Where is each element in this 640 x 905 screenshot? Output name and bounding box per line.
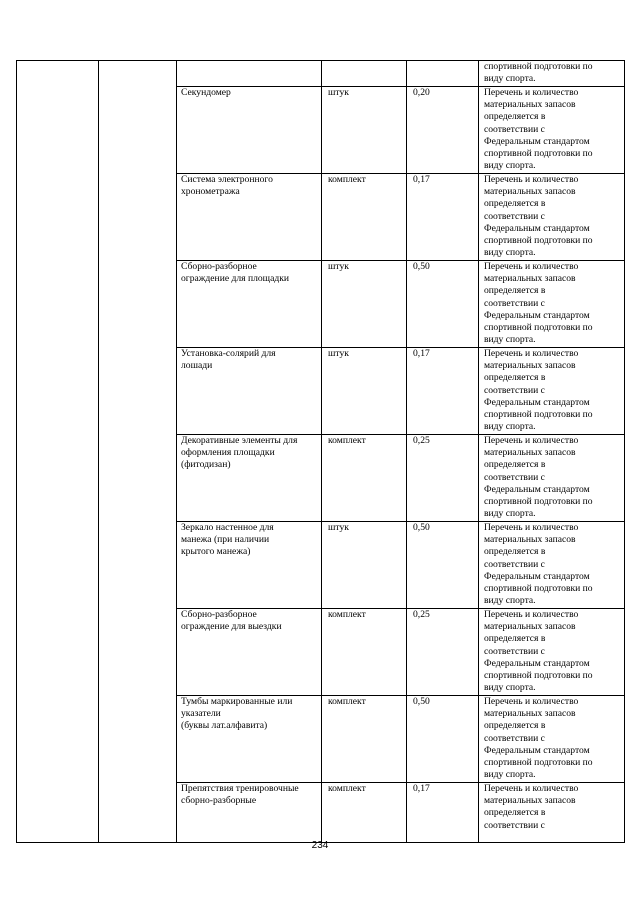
item-name-cell: [177, 261, 322, 348]
quantity-cell: [407, 87, 479, 174]
note-text: Перечень и количество материальных запасов определяется в соответствии с Федеральным стандартом спортивной подготовки по виду спорта.: [484, 522, 593, 607]
item-name: Декоративные элементы для оформления площадки (фитодизан): [181, 435, 298, 471]
merged-cell-col1: [17, 61, 99, 843]
unit-cell: [322, 261, 407, 348]
item-name-cell: [177, 609, 322, 696]
equipment-table: [16, 60, 625, 843]
unit-text: комплект: [328, 174, 366, 185]
unit-text: комплект: [328, 783, 366, 794]
item-name: Секундомер: [181, 87, 231, 98]
item-name-cell: [177, 174, 322, 261]
item-name-cell: [177, 61, 322, 87]
unit-text: штук: [328, 261, 349, 272]
item-name-cell: [177, 783, 322, 843]
note-text: Перечень и количество материальных запасов определяется в соответствии с Федеральным стандартом спортивной подготовки по виду спорта.: [484, 87, 593, 172]
note-text: Перечень и количество материальных запасов определяется в соответствии с Федеральным стандартом спортивной подготовки по виду спорта.: [484, 348, 593, 433]
quantity-cell: [407, 522, 479, 609]
note-text: Перечень и количество материальных запасов определяется в соответствии с Федеральным стандартом спортивной подготовки по виду спорта.: [484, 696, 593, 781]
note-cell: [479, 435, 625, 522]
unit-text: штук: [328, 522, 349, 533]
quantity-text: 0,20: [413, 87, 430, 98]
quantity-cell: [407, 348, 479, 435]
quantity-text: 0,25: [413, 435, 430, 446]
quantity-text: 0,17: [413, 348, 430, 359]
quantity-cell: [407, 174, 479, 261]
note-text: Перечень и количество материальных запасов определяется в соответствии с Федеральным стандартом спортивной подготовки по виду спорта.: [484, 174, 593, 259]
note-text: Перечень и количество материальных запасов определяется в соответствии с Федеральным стандартом спортивной подготовки по виду спорта.: [484, 609, 593, 694]
quantity-text: 0,50: [413, 522, 430, 533]
merged-cell-col2: [99, 61, 177, 843]
unit-cell: [322, 522, 407, 609]
note-cell: [479, 348, 625, 435]
note-text: Перечень и количество материальных запасов определяется в соответствии с Федеральным стандартом спортивной подготовки по виду спорта.: [484, 261, 593, 346]
note-cell: [479, 261, 625, 348]
item-name-cell: [177, 696, 322, 783]
page-number: 234: [311, 840, 329, 851]
unit-cell: [322, 609, 407, 696]
unit-text: штук: [328, 87, 349, 98]
note-text: спортивной подготовки по виду спорта.: [484, 61, 593, 85]
quantity-text: 0,25: [413, 609, 430, 620]
quantity-text: 0,17: [413, 174, 430, 185]
item-name: Система электронного хронометража: [181, 174, 273, 198]
unit-cell: [322, 174, 407, 261]
note-cell: [479, 61, 625, 87]
note-cell: [479, 87, 625, 174]
quantity-text: 0,17: [413, 783, 430, 794]
item-name: Сборно-разборное ограждение для выездки: [181, 609, 282, 633]
unit-cell: [322, 87, 407, 174]
unit-text: комплект: [328, 435, 366, 446]
table-row: [17, 61, 625, 87]
item-name: Установка-солярий для лошади: [181, 348, 276, 372]
item-name-cell: [177, 87, 322, 174]
note-text: Перечень и количество материальных запасов определяется в соответствии с: [484, 783, 579, 831]
unit-text: комплект: [328, 609, 366, 620]
item-name-cell: [177, 435, 322, 522]
quantity-cell: [407, 61, 479, 87]
unit-cell: [322, 435, 407, 522]
quantity-cell: [407, 261, 479, 348]
quantity-cell: [407, 435, 479, 522]
unit-text: комплект: [328, 696, 366, 707]
note-text: Перечень и количество материальных запасов определяется в соответствии с Федеральным стандартом спортивной подготовки по виду спорта.: [484, 435, 593, 520]
note-cell: [479, 522, 625, 609]
unit-cell: [322, 783, 407, 843]
item-name: Тумбы маркированные или указатели (буквы лат.алфавита): [181, 696, 293, 732]
note-cell: [479, 174, 625, 261]
quantity-text: 0,50: [413, 261, 430, 272]
item-name: Зеркало настенное для манежа (при наличии крытого манежа): [181, 522, 274, 558]
quantity-text: 0,50: [413, 696, 430, 707]
unit-text: штук: [328, 348, 349, 359]
note-cell: [479, 696, 625, 783]
note-cell: [479, 609, 625, 696]
item-name-cell: [177, 522, 322, 609]
unit-cell: [322, 348, 407, 435]
item-name-cell: [177, 348, 322, 435]
unit-cell: [322, 61, 407, 87]
quantity-cell: [407, 783, 479, 843]
unit-cell: [322, 696, 407, 783]
quantity-cell: [407, 696, 479, 783]
quantity-cell: [407, 609, 479, 696]
note-cell: [479, 783, 625, 843]
item-name: Препятствия тренировочные сборно-разборные: [181, 783, 299, 807]
item-name: Сборно-разборное ограждение для площадки: [181, 261, 289, 285]
